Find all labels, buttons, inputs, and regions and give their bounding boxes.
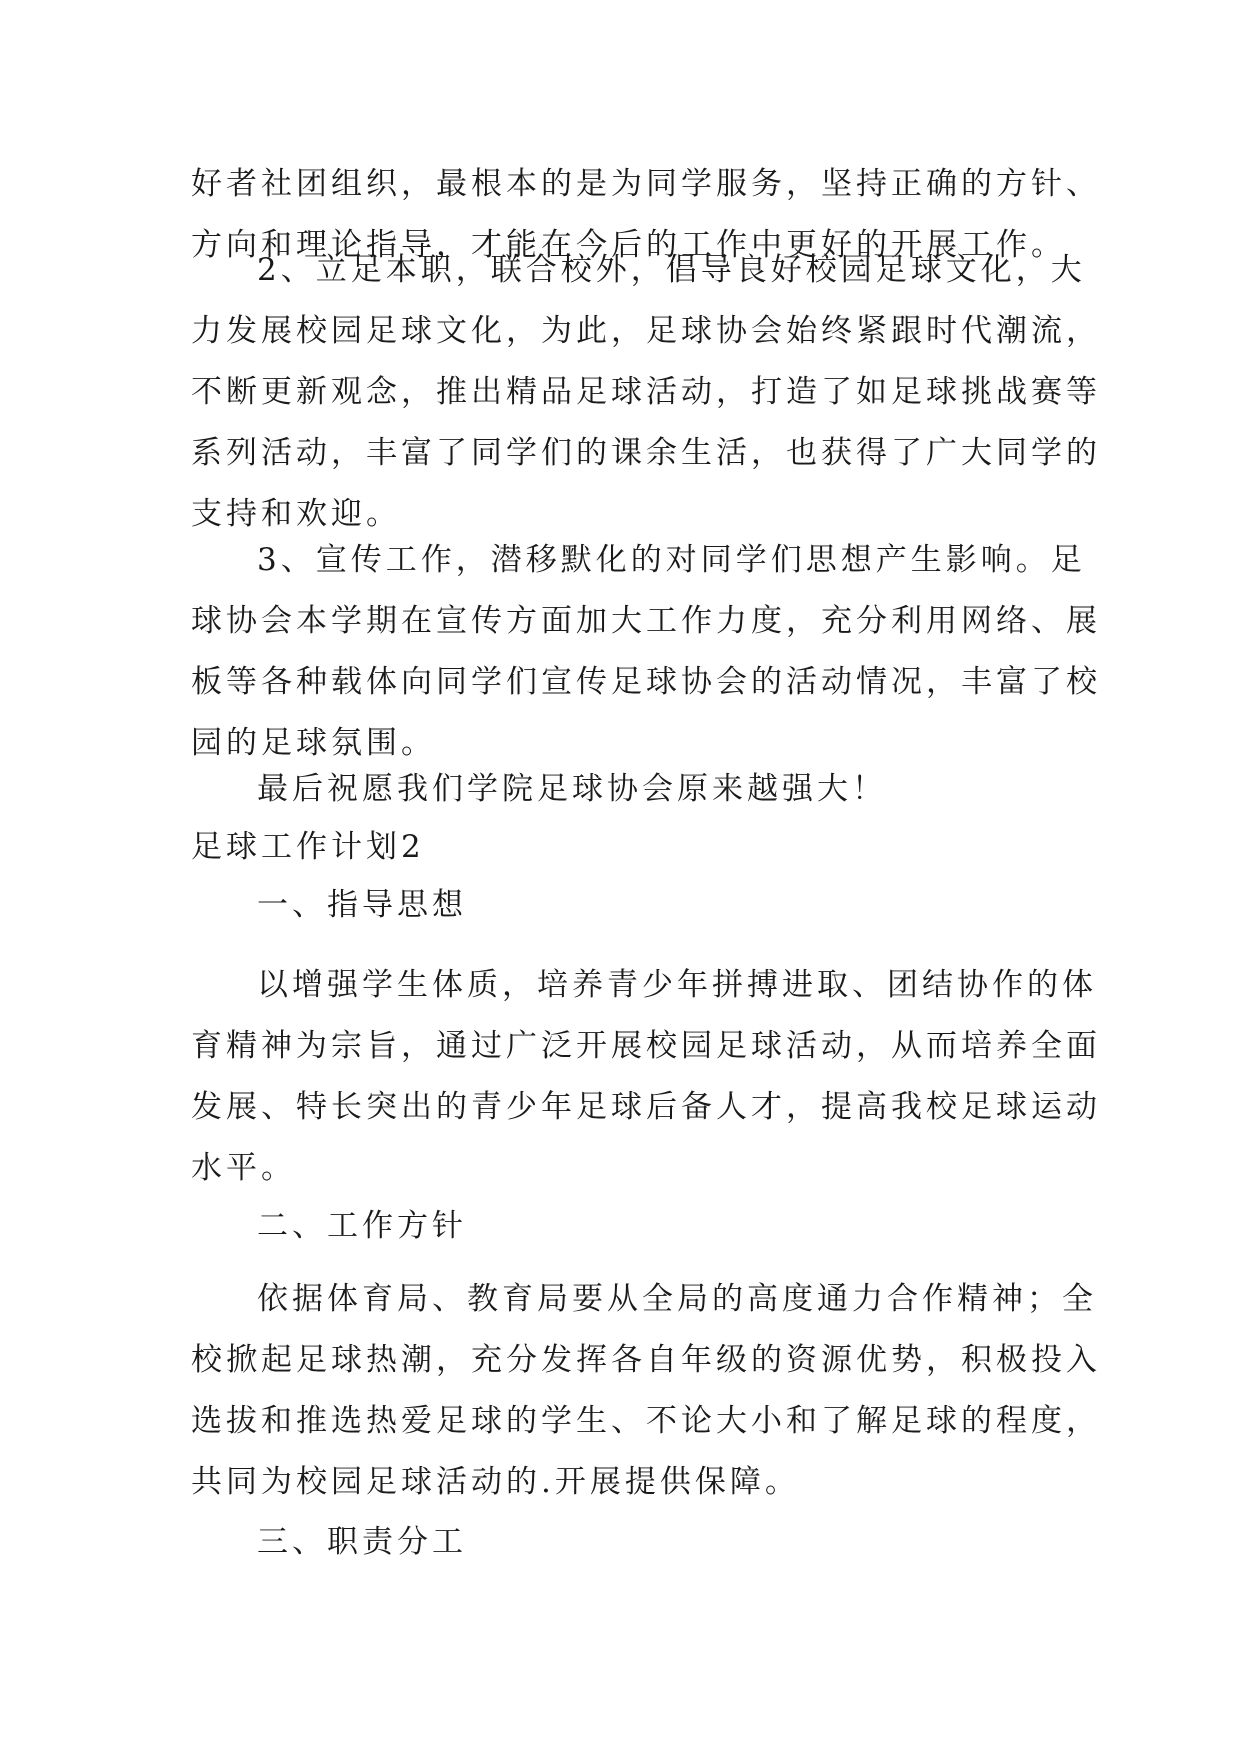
- section-heading-1: 一、指导思想: [257, 887, 467, 923]
- text-line: 3、宣传工作，潜移默化的对同学们思想产生影响。足: [257, 542, 1086, 578]
- text-line: 共同为校园足球活动的.开展提供保障。: [191, 1464, 800, 1500]
- text-line: 方向和理论指导，才能在今后的工作中更好的开展工作。: [191, 227, 1066, 263]
- text-line: 以增强学生体质，培养青少年拼搏进取、团结协作的体: [257, 967, 1097, 1003]
- text-line: 校掀起足球热潮，充分发挥各自年级的资源优势，积极投入: [191, 1342, 1101, 1378]
- text-line: 依据体育局、教育局要从全局的高度通力合作精神；全: [257, 1281, 1097, 1317]
- text-line: 系列活动，丰富了同学们的课余生活，也获得了广大同学的: [191, 435, 1101, 471]
- text-line: 育精神为宗旨，通过广泛开展校园足球活动，从而培养全面: [191, 1028, 1101, 1064]
- section-heading-2: 二、工作方针: [257, 1208, 467, 1244]
- section-2-heading-block: [191, 1196, 1071, 1257]
- text-line: 球协会本学期在宣传方面加大工作力度，充分利用网络、展: [191, 603, 1101, 639]
- section-heading-3: 三、职责分工: [257, 1524, 467, 1560]
- section-3-heading-block: [191, 1512, 1071, 1573]
- text-line: 板等各种载体向同学们宣传足球协会的活动情况，丰富了校: [191, 664, 1101, 700]
- text-line: 选拔和推选热爱足球的学生、不论大小和了解足球的程度，: [191, 1403, 1101, 1439]
- text-line: 2、立足本职，联合校外，倡导良好校园足球文化，大: [257, 252, 1086, 288]
- paragraph-item-2: [191, 240, 1101, 545]
- text-line: 发展、特长突出的青少年足球后备人才，提高我校足球运动: [191, 1089, 1101, 1125]
- text-line: 园的足球氛围。: [191, 725, 436, 761]
- section-1-body: [191, 955, 1101, 1199]
- text-line: 好者社团组织，最根本的是为同学服务，坚持正确的方针、: [191, 166, 1101, 202]
- text-line: 不断更新观念，推出精品足球活动，打造了如足球挑战赛等: [191, 374, 1101, 410]
- paragraph-item-3: [191, 530, 1101, 774]
- text-line: 力发展校园足球文化，为此，足球协会始终紧跟时代潮流，: [191, 313, 1101, 349]
- closing-and-title: [191, 760, 1071, 934]
- text-line: 水平。: [191, 1150, 296, 1186]
- section-2-body: [191, 1269, 1101, 1513]
- section-title: 足球工作计划2: [191, 829, 425, 865]
- text-line: 支持和欢迎。: [191, 496, 401, 532]
- closing-line: 最后祝愿我们学院足球协会原来越强大！: [257, 771, 887, 807]
